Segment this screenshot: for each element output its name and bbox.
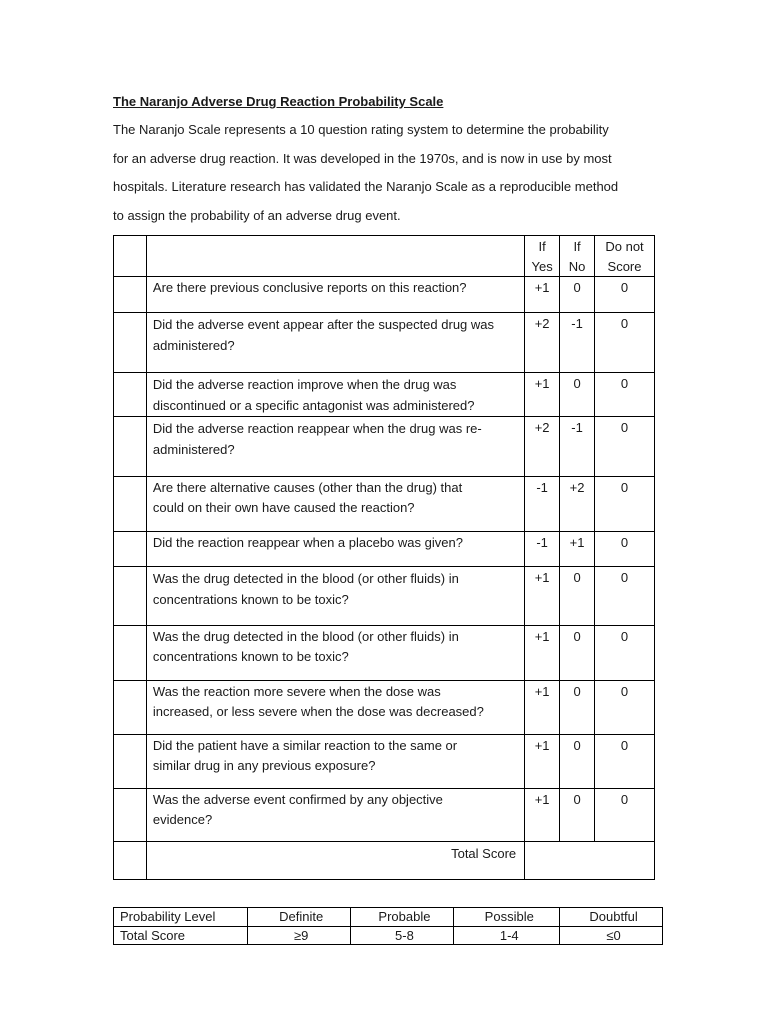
no-score-cell: -1 [560, 313, 595, 373]
number-cell [114, 532, 147, 567]
total-score-label: Total Score [114, 926, 248, 945]
yes-score-cell: +2 [525, 417, 560, 477]
yes-score-cell: +1 [525, 789, 560, 842]
question-cell: Was the reaction more severe when the dose was increased, or less severe when the dose was decreased? [146, 681, 524, 735]
table-row [114, 567, 655, 626]
question-header-cell [146, 236, 524, 277]
number-cell [114, 842, 147, 880]
definite-score: ≥9 [247, 926, 350, 945]
table-row [114, 313, 655, 373]
number-cell [114, 789, 147, 842]
yes-score-cell: +1 [525, 373, 560, 417]
if-no-header: If No [560, 236, 595, 277]
question-cell: Was the drug detected in the blood (or other fluids) in concentrations known to be toxic? [146, 626, 524, 681]
table-row [114, 417, 655, 477]
probability-header-row [114, 908, 663, 927]
table-row [114, 735, 655, 789]
question-cell: Was the drug detected in the blood (or other fluids) in concentrations known to be toxic? [146, 567, 524, 626]
probable-header: Probable [350, 908, 454, 927]
yes-score-cell: +2 [525, 313, 560, 373]
probable-score: 5-8 [350, 926, 454, 945]
no-score-cell: -1 [560, 417, 595, 477]
number-cell [114, 373, 147, 417]
yes-score-cell: -1 [525, 532, 560, 567]
question-cell: Did the adverse reaction reappear when the drug was re- administered? [146, 417, 524, 477]
do-not-score-cell: 0 [595, 313, 655, 373]
do-not-score-cell: 0 [595, 735, 655, 789]
total-score-label: Total Score [146, 842, 524, 880]
number-cell [114, 681, 147, 735]
number-cell [114, 477, 147, 532]
table-row [114, 477, 655, 532]
possible-score: 1-4 [454, 926, 560, 945]
table-row [114, 789, 655, 842]
question-cell: Was the adverse event confirmed by any objective evidence? [146, 789, 524, 842]
if-yes-header: If Yes [525, 236, 560, 277]
no-score-cell: 0 [560, 789, 595, 842]
intro-line: to assign the probability of an adverse drug event. [113, 208, 401, 224]
table-row [114, 626, 655, 681]
table-row [114, 277, 655, 313]
question-cell: Did the adverse reaction improve when the drug was discontinued or a specific antagonist was administered? [146, 373, 524, 417]
do-not-score-header: Do not Score [595, 236, 655, 277]
yes-score-cell: +1 [525, 626, 560, 681]
doubtful-header: Doubtful [560, 908, 663, 927]
intro-line: for an adverse drug reaction. It was developed in the 1970s, and is now in use by most [113, 150, 612, 166]
no-score-cell: 0 [560, 681, 595, 735]
yes-score-cell: +1 [525, 567, 560, 626]
question-cell: Did the patient have a similar reaction to the same or similar drug in any previous exposure? [146, 735, 524, 789]
no-score-cell: 0 [560, 626, 595, 681]
intro-line: hospitals. Literature research has validated the Naranjo Scale as a reproducible method [113, 179, 619, 195]
do-not-score-cell: 0 [595, 681, 655, 735]
probability-level-table [113, 907, 663, 945]
no-score-cell: 0 [560, 373, 595, 417]
yes-score-cell: +1 [525, 277, 560, 313]
do-not-score-cell: 0 [595, 417, 655, 477]
question-cell: Are there alternative causes (other than the drug) that could on their own have caused the reaction? [146, 477, 524, 532]
no-score-cell: 0 [560, 567, 595, 626]
question-cell: Are there previous conclusive reports on this reaction? [146, 277, 524, 313]
number-cell [114, 417, 147, 477]
yes-score-cell: +1 [525, 681, 560, 735]
question-cell: Did the adverse event appear after the suspected drug was administered? [146, 313, 524, 373]
do-not-score-cell: 0 [595, 532, 655, 567]
table-row [114, 373, 655, 417]
intro-line: The Naranjo Scale represents a 10 question rating system to determine the probability [113, 122, 609, 137]
total-score-row [114, 842, 655, 880]
no-score-cell: +1 [560, 532, 595, 567]
question-cell: Did the reaction reappear when a placebo was given? [146, 532, 524, 567]
table-row [114, 681, 655, 735]
do-not-score-cell: 0 [595, 567, 655, 626]
do-not-score-cell: 0 [595, 626, 655, 681]
intro-paragraph [113, 116, 673, 231]
do-not-score-cell: 0 [595, 789, 655, 842]
do-not-score-cell: 0 [595, 277, 655, 313]
number-cell [114, 735, 147, 789]
possible-header: Possible [454, 908, 560, 927]
number-cell [114, 313, 147, 373]
total-score-value-cell [525, 842, 655, 880]
do-not-score-cell: 0 [595, 477, 655, 532]
probability-score-row [114, 926, 663, 945]
doubtful-score: ≤0 [560, 926, 663, 945]
no-score-cell: 0 [560, 277, 595, 313]
no-score-cell: +2 [560, 477, 595, 532]
yes-score-cell: +1 [525, 735, 560, 789]
table-header-row [114, 236, 655, 277]
table-row [114, 532, 655, 567]
number-cell [114, 567, 147, 626]
naranjo-scale-table [113, 235, 655, 880]
document-title: The Naranjo Adverse Drug Reaction Probability Scale [113, 94, 444, 109]
number-cell [114, 626, 147, 681]
probability-level-label: Probability Level [114, 908, 248, 927]
definite-header: Definite [247, 908, 350, 927]
no-score-cell: 0 [560, 735, 595, 789]
do-not-score-cell: 0 [595, 373, 655, 417]
number-cell [114, 236, 147, 277]
number-cell [114, 277, 147, 313]
yes-score-cell: -1 [525, 477, 560, 532]
